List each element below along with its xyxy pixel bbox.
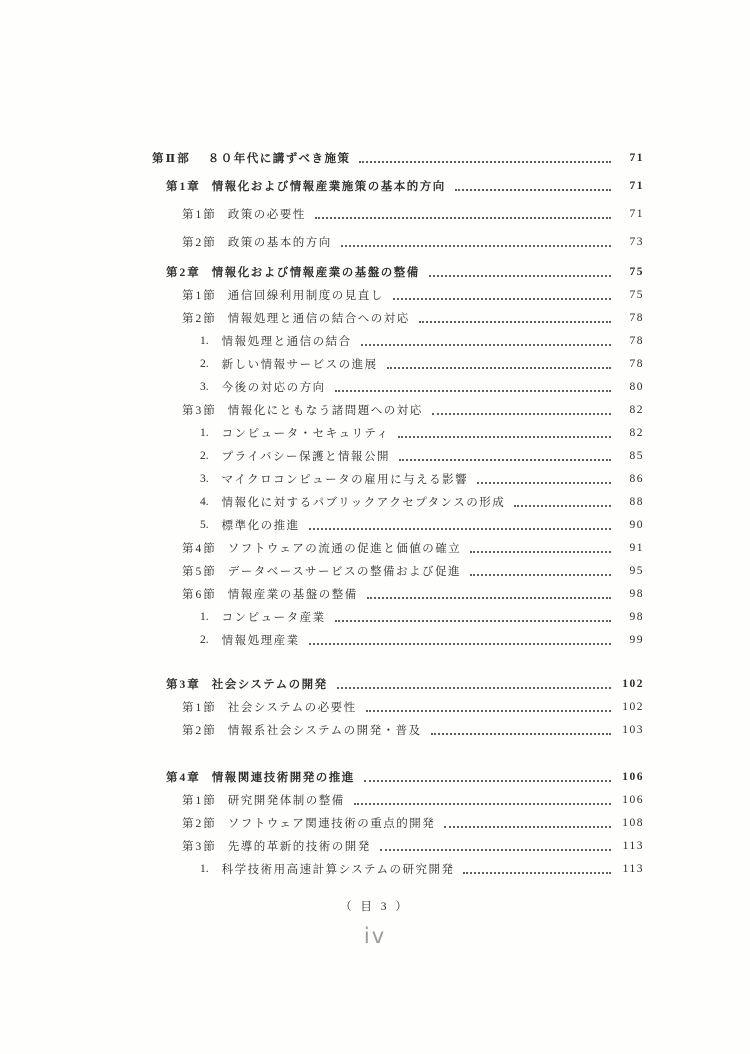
toc-row [152, 605, 644, 628]
toc-row [152, 172, 644, 200]
toc-row [152, 260, 644, 283]
toc-group [152, 144, 644, 256]
dotted-leader [341, 245, 611, 247]
toc-entry-title: 研究開発体制の整備 [227, 794, 345, 807]
toc-entry-title: 政策の基本的方向 [227, 237, 332, 249]
toc-entry-page-number: 113 [622, 862, 644, 875]
toc-row [152, 628, 644, 651]
dotted-leader [470, 551, 611, 553]
toc-entry-page-number: 75 [629, 288, 644, 301]
toc-entry-title: ソフトウェアの流通の促進と価値の確立 [227, 542, 462, 555]
toc-row [152, 398, 644, 421]
toc-entry-title: ８０年代に講ずべき施策 [207, 153, 351, 165]
dotted-leader [335, 390, 611, 392]
toc-entry-page-number: 106 [622, 793, 644, 806]
toc-entry-page-number: 78 [629, 357, 644, 370]
toc-row [152, 144, 644, 172]
dotted-leader [387, 367, 611, 369]
toc-entry-page-number: 99 [629, 633, 644, 646]
toc-entry-title: コンピュータ・セキュリティ [221, 427, 390, 440]
dotted-leader [463, 872, 611, 874]
toc-entry-title: 情報産業の基盤の整備 [227, 588, 358, 601]
dotted-leader [393, 298, 611, 300]
toc-entry-title: 社会システムの開発 [211, 678, 328, 691]
toc-row [152, 765, 644, 788]
toc-entry-page-number: 108 [622, 816, 644, 829]
toc-row [152, 421, 644, 444]
toc-entry-prefix: 5. [200, 518, 209, 531]
toc-entry-prefix: 第2節 [182, 817, 217, 830]
dotted-leader [335, 620, 611, 622]
toc-row [152, 811, 644, 834]
toc-entry-page-number: 71 [629, 180, 644, 192]
toc-entry-page-number: 98 [629, 587, 644, 600]
toc-group [152, 672, 644, 741]
toc-entry-page-number: 106 [622, 770, 644, 783]
toc-entry-prefix: 第4節 [182, 542, 217, 555]
toc-row [152, 672, 644, 695]
toc-entry-title: 情報系社会システムの開発・普及 [227, 724, 422, 737]
dotted-leader [429, 275, 611, 277]
toc-row [152, 490, 644, 513]
toc-entry-prefix: 第1節 [182, 701, 217, 714]
toc-entry-prefix: 第1節 [182, 289, 217, 302]
toc-entry-page-number: 91 [629, 541, 644, 554]
toc-entry-prefix: 1. [200, 426, 209, 439]
toc-entry-page-number: 71 [629, 208, 644, 220]
dotted-leader [444, 826, 611, 828]
toc-entry-title: 通信回線利用制度の見直し [227, 289, 384, 302]
dotted-leader [309, 643, 611, 645]
toc-entry-title: データベースサービスの整備および促進 [227, 565, 461, 578]
toc-entry-prefix: 第3章 [166, 678, 201, 691]
dotted-leader [364, 780, 611, 782]
dotted-leader [361, 344, 611, 346]
toc-entry-prefix: 第2節 [182, 312, 217, 325]
toc-entry-prefix: 第2節 [182, 724, 217, 737]
toc-entry-page-number: 103 [622, 723, 644, 736]
toc-entry-page-number: 113 [622, 839, 644, 852]
toc-entry-title: 情報化および情報産業の基盤の整備 [211, 266, 420, 279]
toc-entry-page-number: 78 [629, 311, 644, 324]
dotted-leader [359, 161, 611, 163]
page-number-roman: iv [363, 924, 387, 948]
toc-entry-prefix: 3. [200, 380, 209, 393]
dotted-leader [337, 687, 611, 689]
toc-entry-prefix: 第Ⅱ部 [152, 153, 191, 165]
dotted-leader [380, 849, 611, 851]
toc-row [152, 444, 644, 467]
dotted-leader [315, 217, 611, 219]
toc-entry-page-number: 78 [629, 334, 644, 347]
toc-entry-page-number: 88 [629, 495, 644, 508]
toc-row [152, 228, 644, 256]
toc-entry-prefix: 1. [200, 334, 209, 347]
toc-entry-page-number: 90 [629, 518, 644, 531]
toc-entry-title: 情報処理と通信の結合 [221, 335, 352, 348]
dotted-leader [470, 574, 611, 576]
toc-entry-title: 科学技術用高速計算システムの研究開発 [221, 863, 455, 876]
toc-entry-page-number: 82 [629, 426, 644, 439]
toc-entry-title: 情報化および情報産業施策の基本的方向 [211, 181, 446, 193]
toc-entry-prefix: 第5節 [182, 565, 217, 578]
dotted-leader [366, 710, 611, 712]
toc-row [152, 559, 644, 582]
toc-entry-prefix: 3. [200, 472, 209, 485]
toc-row [152, 352, 644, 375]
toc-entry-title: 情報化にともなう諸問題への対応 [227, 404, 423, 417]
dotted-leader [399, 459, 611, 461]
toc-entry-prefix: 2. [200, 357, 209, 370]
toc-row [152, 695, 644, 718]
toc-entry-page-number: 102 [622, 677, 644, 690]
toc-row [152, 788, 644, 811]
toc-entry-page-number: 102 [622, 700, 644, 713]
toc-entry-title: 標準化の推進 [221, 519, 300, 532]
toc-entry-title: 社会システムの必要性 [227, 701, 357, 714]
toc-entry-title: マイクロコンピュータの雇用に与える影響 [221, 473, 469, 486]
toc-entry-page-number: 82 [629, 403, 644, 416]
dotted-leader [419, 321, 611, 323]
toc-entry-title: 情報化に対するパブリックアクセプタンスの形成 [221, 496, 506, 509]
toc-entry-title: 今後の対応の方向 [221, 381, 326, 394]
toc [152, 144, 644, 880]
toc-entry-page-number: 80 [629, 380, 644, 393]
toc-row [152, 513, 644, 536]
toc-entry-title: プライバシー保護と情報公開 [221, 450, 391, 463]
toc-entry-page-number: 73 [629, 236, 644, 248]
toc-entry-prefix: 第3節 [182, 840, 217, 853]
toc-entry-title: 情報関連技術開発の推進 [211, 771, 355, 784]
dotted-leader [455, 189, 611, 191]
dotted-leader [398, 436, 611, 438]
footer-note: （ 目 3 ） [340, 901, 410, 913]
toc-entry-prefix: 第2章 [166, 266, 201, 279]
toc-entry-page-number: 95 [629, 564, 644, 577]
toc-entry-prefix: 第6節 [182, 588, 217, 601]
toc-entry-prefix: 4. [200, 495, 209, 508]
toc-entry-page-number: 75 [629, 265, 644, 278]
toc-row [152, 718, 644, 741]
toc-row [152, 582, 644, 605]
toc-entry-title: 新しい情報サービスの進展 [221, 358, 378, 371]
toc-entry-prefix: 2. [200, 449, 209, 462]
toc-row [152, 857, 644, 880]
toc-row [152, 200, 644, 228]
toc-row [152, 283, 644, 306]
toc-entry-title: 情報処理産業 [221, 634, 300, 647]
dotted-leader [309, 528, 611, 530]
toc-entry-prefix: 第1節 [182, 209, 217, 221]
toc-entry-prefix: 第3節 [182, 404, 217, 417]
toc-entry-page-number: 85 [629, 449, 644, 462]
dotted-leader [431, 733, 611, 735]
toc-entry-page-number: 86 [629, 472, 644, 485]
toc-entry-prefix: 第1章 [166, 181, 201, 193]
dotted-leader [514, 505, 611, 507]
toc-entry-title: 情報処理と通信の結合への対応 [227, 312, 410, 325]
toc-entry-title: コンピュータ産業 [221, 611, 326, 624]
toc-row [152, 329, 644, 352]
dotted-leader [477, 482, 611, 484]
dotted-leader [432, 413, 611, 415]
toc-entry-prefix: 第4章 [166, 771, 201, 784]
toc-entry-title: 先導的革新的技術の開発 [227, 840, 371, 853]
toc-entry-prefix: 第1節 [182, 794, 217, 807]
dotted-leader [354, 803, 611, 805]
toc-entry-title: 政策の必要性 [227, 209, 306, 221]
toc-group [152, 765, 644, 880]
toc-entry-page-number: 71 [629, 152, 644, 164]
dotted-leader [367, 597, 611, 599]
toc-entry-title: ソフトウェア関連技術の重点的開発 [227, 817, 436, 830]
toc-entry-page-number: 98 [629, 610, 644, 623]
toc-entry-prefix: 1. [200, 862, 209, 875]
toc-row [152, 306, 644, 329]
toc-row [152, 467, 644, 490]
toc-row [152, 536, 644, 559]
toc-row [152, 375, 644, 398]
toc-entry-prefix: 2. [200, 633, 209, 646]
toc-entry-prefix: 1. [200, 610, 209, 623]
toc-row [152, 834, 644, 857]
toc-group [152, 260, 644, 651]
toc-entry-prefix: 第2節 [182, 237, 217, 249]
